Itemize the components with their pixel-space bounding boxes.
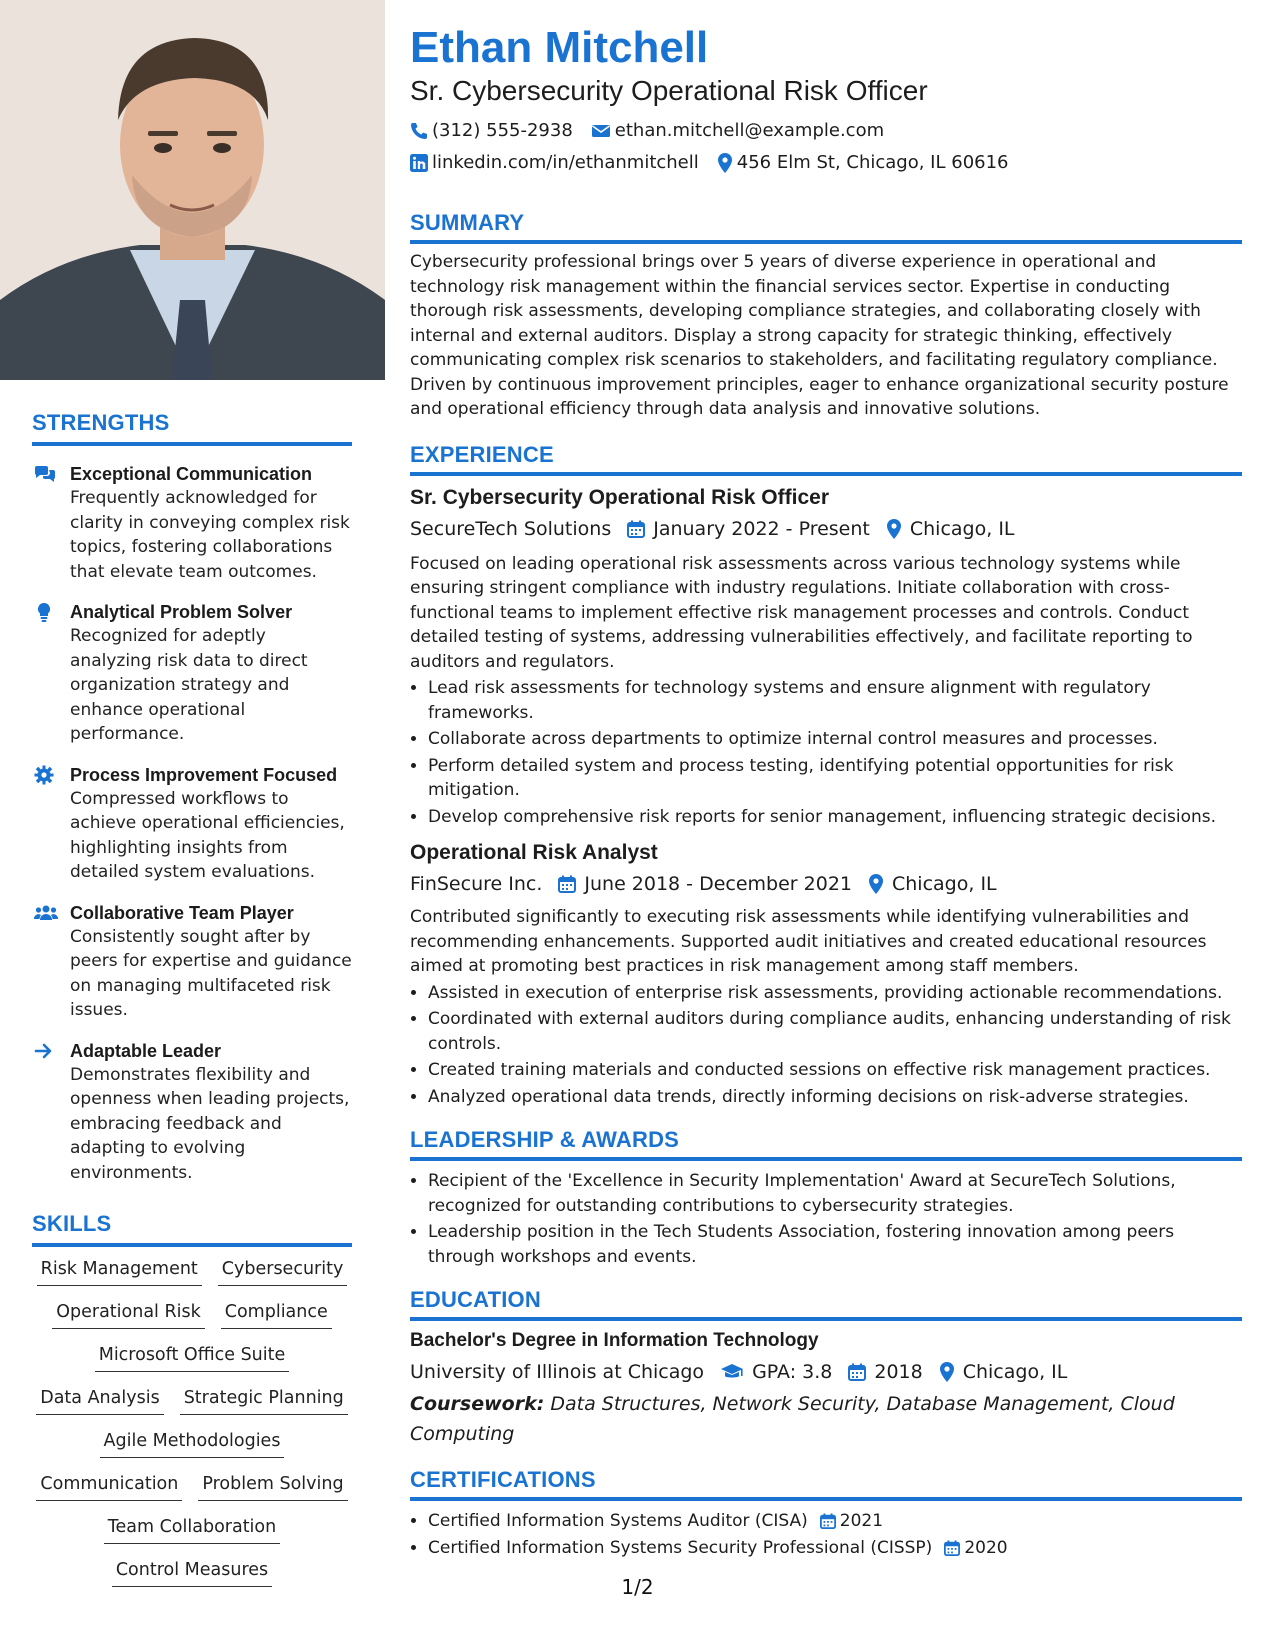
map-pin-icon: [886, 519, 902, 539]
chat-bubbles-icon: [34, 464, 54, 484]
leadership-item: • Recipient of the 'Excellence in Security Implementation' Award at SecureTech Solutions, recognized for outstanding contributions to cybersecurity strategies.: [428, 1169, 1242, 1218]
job-bullet: • Analyzed operational data trends, directly informing decisions on risk-adverse strategies.: [428, 1085, 1242, 1110]
coursework: [410, 1389, 1242, 1449]
skill-tag: Control Measures: [112, 1558, 272, 1587]
school-name: University of Illinois at Chicago: [410, 1361, 705, 1383]
certification-year: 2021: [839, 1511, 884, 1531]
address-text: 456 Elm St, Chicago, IL 60616: [736, 152, 1009, 173]
certification-name: • Certified Information Systems Auditor (CISA): [428, 1511, 808, 1531]
strength-description: Compressed workflows to achieve operational efficiencies, highlighting insights from detailed system evaluations.: [70, 788, 345, 882]
job-bullet: • Coordinated with external auditors during compliance audits, enhancing understanding of risk controls.: [428, 1007, 1242, 1056]
education-location-text: Chicago, IL: [962, 1361, 1068, 1383]
sidebar: [0, 0, 385, 1650]
education-divider: [410, 1317, 1242, 1321]
strength-title: Analytical Problem Solver: [70, 602, 293, 622]
strength-item: [32, 462, 352, 584]
summary-divider: [410, 240, 1242, 244]
address-contact: [717, 150, 1009, 176]
strength-description: Recognized for adeptly analyzing risk data to direct organization strategy and enhance operational performance.: [70, 626, 308, 744]
contact-row: [410, 150, 1242, 176]
job-location-text: Chicago, IL: [909, 517, 1015, 540]
arrow-right-icon: [34, 1041, 54, 1061]
strength-item: [32, 1039, 352, 1186]
job-bullet: • Perform detailed system and process testing, identifying potential opportunities for risk mitigation.: [428, 754, 1242, 803]
skill-tag: Cybersecurity: [218, 1257, 348, 1286]
skill-tag: Compliance: [221, 1300, 332, 1329]
education-meta: [410, 1357, 1242, 1387]
strengths-divider: [32, 442, 352, 446]
linkedin-text: linkedin.com/in/ethanmitchell: [432, 152, 699, 173]
contact-row: [410, 118, 1242, 144]
job-meta: [410, 869, 1242, 899]
graduation-year-text: 2018: [874, 1361, 923, 1383]
leadership-section: [410, 1127, 1242, 1269]
strength-description: Consistently sought after by peers for expertise and guidance on managing multifaceted risk issues.: [70, 926, 352, 1020]
job-bullet: • Assisted in execution of enterprise risk assessments, providing actionable recommendations.: [428, 981, 1242, 1006]
certifications-section: [410, 1467, 1242, 1560]
certification-item: [428, 1509, 1242, 1534]
job-dates-text: June 2018 - December 2021: [584, 873, 852, 895]
strength-description: Demonstrates flexibility and openness when leading projects, embracing feedback and adapting to evolving environments.: [70, 1064, 350, 1183]
leadership-divider: [410, 1157, 1242, 1161]
company-name: SecureTech Solutions: [410, 517, 612, 540]
gear-icon: [34, 765, 54, 785]
skill-tag: Agile Methodologies: [100, 1429, 285, 1458]
skill-tag: Operational Risk: [52, 1300, 205, 1329]
strength-description: Frequently acknowledged for clarity in conveying complex risk topics, fostering collaborations that elevate team outcomes.: [70, 488, 350, 582]
envelope-icon: [591, 123, 611, 139]
coursework-label: Coursework:: [410, 1393, 545, 1415]
strength-title: Process Improvement Focused: [70, 764, 338, 785]
certification-year: 2020: [964, 1537, 1008, 1558]
education-heading: EDUCATION: [410, 1287, 541, 1312]
strength-title: Adaptable Leader: [70, 1040, 222, 1061]
gpa-text: GPA: 3.8: [752, 1361, 833, 1383]
map-pin-icon: [717, 153, 733, 173]
summary-heading: SUMMARY: [410, 210, 525, 235]
job-bullets: [410, 676, 1242, 829]
job-title: Sr. Cybersecurity Operational Risk Officer: [410, 485, 829, 509]
strength-title: Collaborative Team Player: [70, 902, 294, 923]
job-bullets: [410, 981, 1242, 1110]
leadership-item: • Leadership position in the Tech Students Association, fostering innovation among peers through workshops and events.: [428, 1220, 1242, 1269]
strength-title: Exceptional Communication: [70, 464, 313, 484]
job-meta: [410, 514, 1242, 544]
summary-text: Cybersecurity professional brings over 5 years of diverse experience in operational and technology risk management within the financial services sector. Expertise in conducting thorough risk assessments, developing compliance strategies, and collaborating closely with internal and external auditors. Display a strong capacity for strategic thinking, effectively communicating complex risk scenarios to stakeholders, and facilitating regulatory compliance. Driven by continuous improvement principles, eager to enhance organizational security posture and operational efficiency through data analysis and innovative solutions.: [410, 252, 1229, 419]
job-bullet: • Lead risk assessments for technology systems and ensure alignment with regulatory frameworks.: [428, 676, 1242, 725]
main-content: [410, 22, 1242, 1562]
job-bullet: • Created training materials and conducted sessions on effective risk management practices.: [428, 1058, 1242, 1083]
gpa: [720, 1357, 832, 1387]
email-contact[interactable]: [591, 118, 884, 144]
job-dates: [627, 514, 870, 544]
certifications-list: [410, 1509, 1242, 1560]
job-title: Operational Risk Analyst: [410, 841, 658, 864]
skill-tag: Microsoft Office Suite: [95, 1343, 290, 1372]
job-location: [886, 514, 1015, 544]
skill-tag: Risk Management: [37, 1257, 202, 1286]
job-description: Contributed significantly to executing risk assessments while identifying vulnerabilities and recommending enhancements. Supported audit initiatives and created educational resources aimed at promoting best practices in risk management among staff members.: [410, 907, 1207, 976]
graduation-cap-icon: [720, 1363, 744, 1381]
experience-divider: [410, 472, 1242, 476]
degree-title: Bachelor's Degree in Information Technology: [410, 1330, 819, 1351]
skill-tag: Strategic Planning: [180, 1386, 348, 1415]
skills-list: [32, 1257, 352, 1587]
phone-text: (312) 555-2938: [432, 120, 573, 141]
job-dates: [558, 869, 852, 899]
email-text: ethan.mitchell@example.com: [614, 120, 885, 141]
linkedin-contact[interactable]: [410, 150, 699, 176]
job-bullet: • Collaborate across departments to optimize internal control measures and processes.: [428, 727, 1242, 752]
experience-heading: EXPERIENCE: [410, 441, 554, 467]
calendar-icon: [820, 1513, 836, 1529]
skill-tag: Data Analysis: [36, 1386, 163, 1415]
calendar-icon: [944, 1540, 960, 1556]
map-pin-icon: [868, 874, 884, 894]
job-entry: [410, 484, 1242, 830]
map-pin-icon: [939, 1362, 955, 1382]
candidate-title: Sr. Cybersecurity Operational Risk Officer: [410, 75, 928, 106]
linkedin-icon: [410, 154, 428, 172]
phone-icon: [410, 122, 428, 140]
skills-divider: [32, 1243, 352, 1247]
coursework-text: Data Structures, Network Security, Database Management, Cloud Computing: [410, 1393, 1175, 1445]
skills-heading: SKILLS: [32, 1211, 112, 1236]
education-section: [410, 1287, 1242, 1449]
skill-tag: Problem Solving: [198, 1472, 347, 1501]
certifications-heading: CERTIFICATIONS: [410, 1467, 596, 1492]
phone-contact[interactable]: [410, 118, 573, 144]
skill-tag: Communication: [36, 1472, 182, 1501]
job-description: Focused on leading operational risk assessments across various technology systems while ensuring stringent compliance with industry regulations. Initiate collaboration with cross-functional teams to implement effective risk management processes and controls. Conduct detailed testing of systems, addressing vulnerabilities effectively, and facilitate reporting to auditors and regulators.: [410, 553, 1193, 672]
job-bullet: • Develop comprehensive risk reports for senior management, influencing strategic decisions.: [428, 805, 1242, 830]
company-name: FinSecure Inc.: [410, 873, 543, 895]
education-location: [939, 1357, 1068, 1387]
strength-item: [32, 600, 352, 747]
calendar-icon: [848, 1363, 866, 1381]
graduation-year: [848, 1357, 922, 1387]
calendar-icon: [558, 875, 576, 893]
team-icon: [34, 903, 54, 923]
strengths-heading: STRENGTHS: [32, 410, 170, 435]
strength-item: [32, 901, 352, 1023]
job-entry: [410, 839, 1242, 1109]
candidate-name: Ethan Mitchell: [410, 23, 709, 72]
calendar-icon: [627, 520, 645, 538]
lightbulb-icon: [34, 602, 54, 622]
profile-photo: [0, 0, 385, 380]
skill-tag: Team Collaboration: [104, 1515, 280, 1544]
page-number: 1/2: [621, 1575, 654, 1599]
job-dates-text: January 2022 - Present: [653, 517, 870, 540]
summary-section: [410, 210, 1242, 422]
certifications-divider: [410, 1497, 1242, 1501]
job-location-text: Chicago, IL: [892, 873, 997, 895]
certification-item: [428, 1536, 1242, 1561]
strength-item: [32, 763, 352, 885]
leadership-list: [410, 1169, 1242, 1269]
leadership-heading: LEADERSHIP & AWARDS: [410, 1127, 680, 1152]
job-location: [868, 869, 997, 899]
experience-section: [410, 442, 1242, 1110]
certification-name: • Certified Information Systems Security Professional (CISSP): [428, 1537, 933, 1558]
